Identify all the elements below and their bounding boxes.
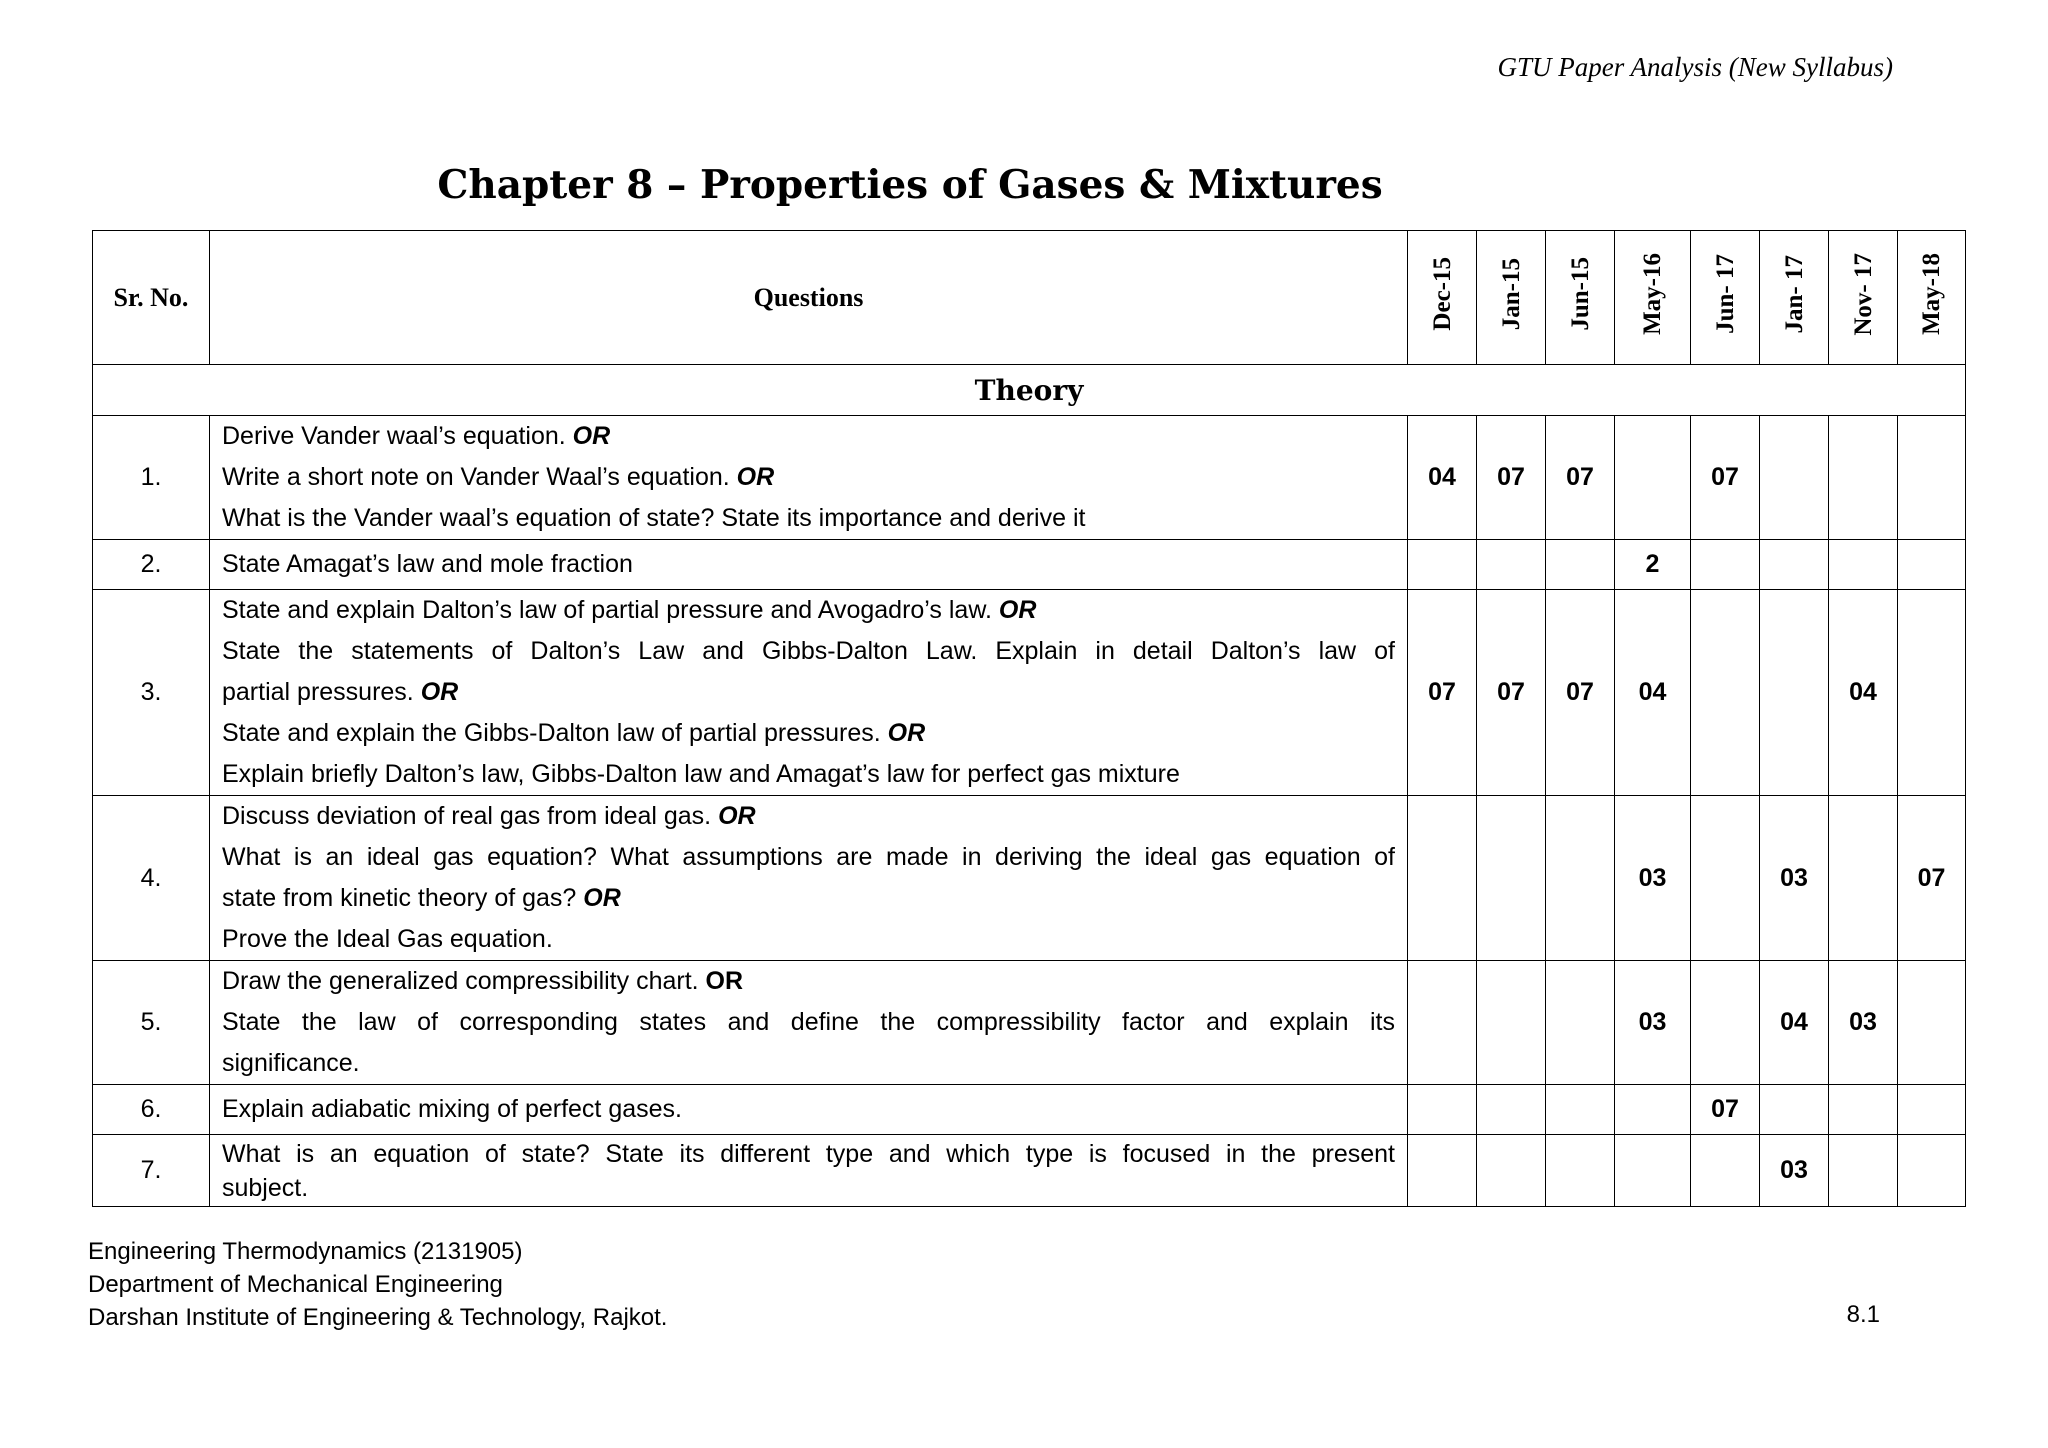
column-header-year: Nov- 17 xyxy=(1829,231,1898,365)
marks-cell xyxy=(1546,961,1615,1085)
marks-cell xyxy=(1546,1135,1615,1207)
marks-cell xyxy=(1898,590,1966,796)
marks-cell: 07 xyxy=(1477,590,1546,796)
marks-cell: 07 xyxy=(1546,416,1615,540)
marks-cell: 07 xyxy=(1408,590,1477,796)
section-row-theory xyxy=(93,365,1966,416)
question-text xyxy=(210,1135,1408,1207)
question-line-text: What is an ideal gas equation? What assumptions are made in deriving the ideal gas equation of xyxy=(222,843,1395,871)
table-row xyxy=(93,540,1966,590)
marks-cell xyxy=(1760,540,1829,590)
question-line xyxy=(222,796,1395,837)
column-header-year: Dec-15 xyxy=(1408,231,1477,365)
marks-cell xyxy=(1829,1085,1898,1135)
marks-cell: 07 xyxy=(1691,416,1760,540)
question-line xyxy=(222,544,1395,585)
question-line-text: State and explain the Gibbs-Dalton law of partial pressures. xyxy=(222,719,888,747)
table-header-row xyxy=(93,231,1966,365)
marks-cell xyxy=(1477,1135,1546,1207)
or-separator: OR xyxy=(420,678,459,706)
question-line xyxy=(222,672,1395,713)
marks-cell: 07 xyxy=(1477,416,1546,540)
marks-cell xyxy=(1760,590,1829,796)
marks-cell xyxy=(1760,416,1829,540)
question-line xyxy=(222,1089,1395,1130)
marks-cell xyxy=(1898,540,1966,590)
marks-cell xyxy=(1546,796,1615,961)
marks-cell: 07 xyxy=(1898,796,1966,961)
marks-cell: 07 xyxy=(1546,590,1615,796)
question-text xyxy=(210,416,1408,540)
question-line-text: Write a short note on Vander Waal’s equation. xyxy=(222,463,737,491)
marks-cell xyxy=(1829,1135,1898,1207)
column-header-year: Jun-15 xyxy=(1546,231,1615,365)
section-label: Theory xyxy=(93,365,1966,416)
question-line-text: State and explain Dalton’s law of partial pressure and Avogadro’s law. xyxy=(222,596,999,624)
column-header-year: May-18 xyxy=(1898,231,1966,365)
marks-cell xyxy=(1477,796,1546,961)
marks-cell xyxy=(1829,796,1898,961)
column-header-questions: Questions xyxy=(210,231,1408,365)
serial-number: 3. xyxy=(93,590,210,796)
marks-cell: 03 xyxy=(1615,796,1691,961)
question-line xyxy=(222,498,1395,539)
chapter-title: Chapter 8 – Properties of Gases & Mixtures xyxy=(437,162,1383,208)
page-footer xyxy=(88,1235,667,1334)
marks-cell: 04 xyxy=(1408,416,1477,540)
serial-number: 4. xyxy=(93,796,210,961)
table-row xyxy=(93,1085,1966,1135)
question-line xyxy=(222,919,1395,960)
question-line-text: partial pressures. xyxy=(222,678,421,706)
marks-cell xyxy=(1691,590,1760,796)
marks-cell xyxy=(1477,540,1546,590)
table-row xyxy=(93,796,1966,961)
marks-cell xyxy=(1615,1085,1691,1135)
serial-number: 5. xyxy=(93,961,210,1085)
marks-cell xyxy=(1829,416,1898,540)
question-line-text: State the statements of Dalton’s Law and Gibbs-Dalton Law. Explain in detail Dalton’s law of xyxy=(222,637,1395,665)
question-line-text: What is an equation of state? State its different type and which type is focused in the present xyxy=(222,1139,1395,1168)
question-line xyxy=(222,713,1395,754)
question-line-text: Derive Vander waal’s equation. xyxy=(222,422,573,450)
marks-cell xyxy=(1615,416,1691,540)
question-line-text: Prove the Ideal Gas equation. xyxy=(222,925,553,953)
or-separator: OR xyxy=(583,884,621,912)
question-line-text: state from kinetic theory of gas? xyxy=(222,884,584,912)
marks-cell xyxy=(1691,961,1760,1085)
or-separator: OR xyxy=(572,422,611,450)
column-header-year: May-16 xyxy=(1615,231,1691,365)
marks-cell: 03 xyxy=(1760,796,1829,961)
question-line xyxy=(222,1171,1395,1205)
marks-cell xyxy=(1477,961,1546,1085)
or-separator: OR xyxy=(887,719,926,747)
table-row xyxy=(93,590,1966,796)
marks-cell xyxy=(1898,961,1966,1085)
serial-number: 2. xyxy=(93,540,210,590)
footer-institute: Darshan Institute of Engineering & Technology, Rajkot. xyxy=(88,1304,668,1331)
marks-cell: 03 xyxy=(1615,961,1691,1085)
marks-cell xyxy=(1615,1135,1691,1207)
or-separator: OR xyxy=(736,463,775,491)
column-header-year: Jan-15 xyxy=(1477,231,1546,365)
table-row xyxy=(93,961,1966,1085)
serial-number: 1. xyxy=(93,416,210,540)
question-line xyxy=(222,837,1395,878)
question-text xyxy=(210,1085,1408,1135)
marks-cell xyxy=(1760,1085,1829,1135)
marks-cell xyxy=(1408,961,1477,1085)
question-line-text: State the law of corresponding states and define the compressibility factor and explain its xyxy=(222,1008,1395,1036)
marks-cell: 03 xyxy=(1829,961,1898,1085)
question-line-text: significance. xyxy=(222,1049,360,1077)
question-line xyxy=(222,754,1395,795)
footer-course: Engineering Thermodynamics (2131905) xyxy=(88,1238,523,1265)
marks-cell xyxy=(1691,796,1760,961)
column-header-year: Jun- 17 xyxy=(1691,231,1760,365)
question-line xyxy=(222,961,1395,1002)
question-text xyxy=(210,590,1408,796)
question-analysis-table xyxy=(92,230,1966,1207)
marks-cell xyxy=(1408,796,1477,961)
question-line-text: What is the Vander waal’s equation of state? State its importance and derive it xyxy=(222,504,1086,532)
or-separator: OR xyxy=(705,967,744,995)
question-line xyxy=(222,1043,1395,1084)
marks-cell xyxy=(1829,540,1898,590)
page-number: 8.1 xyxy=(1846,1301,1880,1328)
question-line xyxy=(222,631,1395,672)
table-row xyxy=(93,1135,1966,1207)
footer-department: Department of Mechanical Engineering xyxy=(88,1271,503,1298)
question-line-text: Discuss deviation of real gas from ideal gas. xyxy=(222,802,719,830)
question-line xyxy=(222,590,1395,631)
marks-cell: 04 xyxy=(1760,961,1829,1085)
marks-cell: 03 xyxy=(1760,1135,1829,1207)
column-header-year: Jan- 17 xyxy=(1760,231,1829,365)
question-text xyxy=(210,961,1408,1085)
question-line-text: State Amagat’s law and mole fraction xyxy=(222,550,633,578)
marks-cell: 07 xyxy=(1691,1085,1760,1135)
marks-cell xyxy=(1898,1085,1966,1135)
marks-cell xyxy=(1898,416,1966,540)
question-line-text: Explain briefly Dalton’s law, Gibbs-Dalton law and Amagat’s law for perfect gas mixture xyxy=(222,760,1180,788)
question-text xyxy=(210,540,1408,590)
question-line xyxy=(222,457,1395,498)
question-line xyxy=(222,416,1395,457)
serial-number: 6. xyxy=(93,1085,210,1135)
or-separator: OR xyxy=(998,596,1037,624)
marks-cell xyxy=(1691,540,1760,590)
question-line-text: Draw the generalized compressibility chart. xyxy=(222,967,706,995)
question-line-text: subject. xyxy=(222,1173,309,1202)
marks-cell xyxy=(1477,1085,1546,1135)
or-separator: OR xyxy=(718,802,756,830)
question-text xyxy=(210,796,1408,961)
marks-cell xyxy=(1898,1135,1966,1207)
marks-cell xyxy=(1408,540,1477,590)
question-line-text: Explain adiabatic mixing of perfect gases. xyxy=(222,1095,682,1123)
marks-cell: 04 xyxy=(1615,590,1691,796)
marks-cell xyxy=(1546,540,1615,590)
marks-cell: 04 xyxy=(1829,590,1898,796)
marks-cell xyxy=(1408,1135,1477,1207)
marks-cell xyxy=(1408,1085,1477,1135)
table-row xyxy=(93,416,1966,540)
question-line xyxy=(222,878,1395,919)
serial-number: 7. xyxy=(93,1135,210,1207)
question-line xyxy=(222,1137,1395,1171)
column-header-srno: Sr. No. xyxy=(93,231,210,365)
running-header: GTU Paper Analysis (New Syllabus) xyxy=(1497,52,1893,82)
marks-cell: 2 xyxy=(1615,540,1691,590)
marks-cell xyxy=(1546,1085,1615,1135)
marks-cell xyxy=(1691,1135,1760,1207)
question-line xyxy=(222,1002,1395,1043)
